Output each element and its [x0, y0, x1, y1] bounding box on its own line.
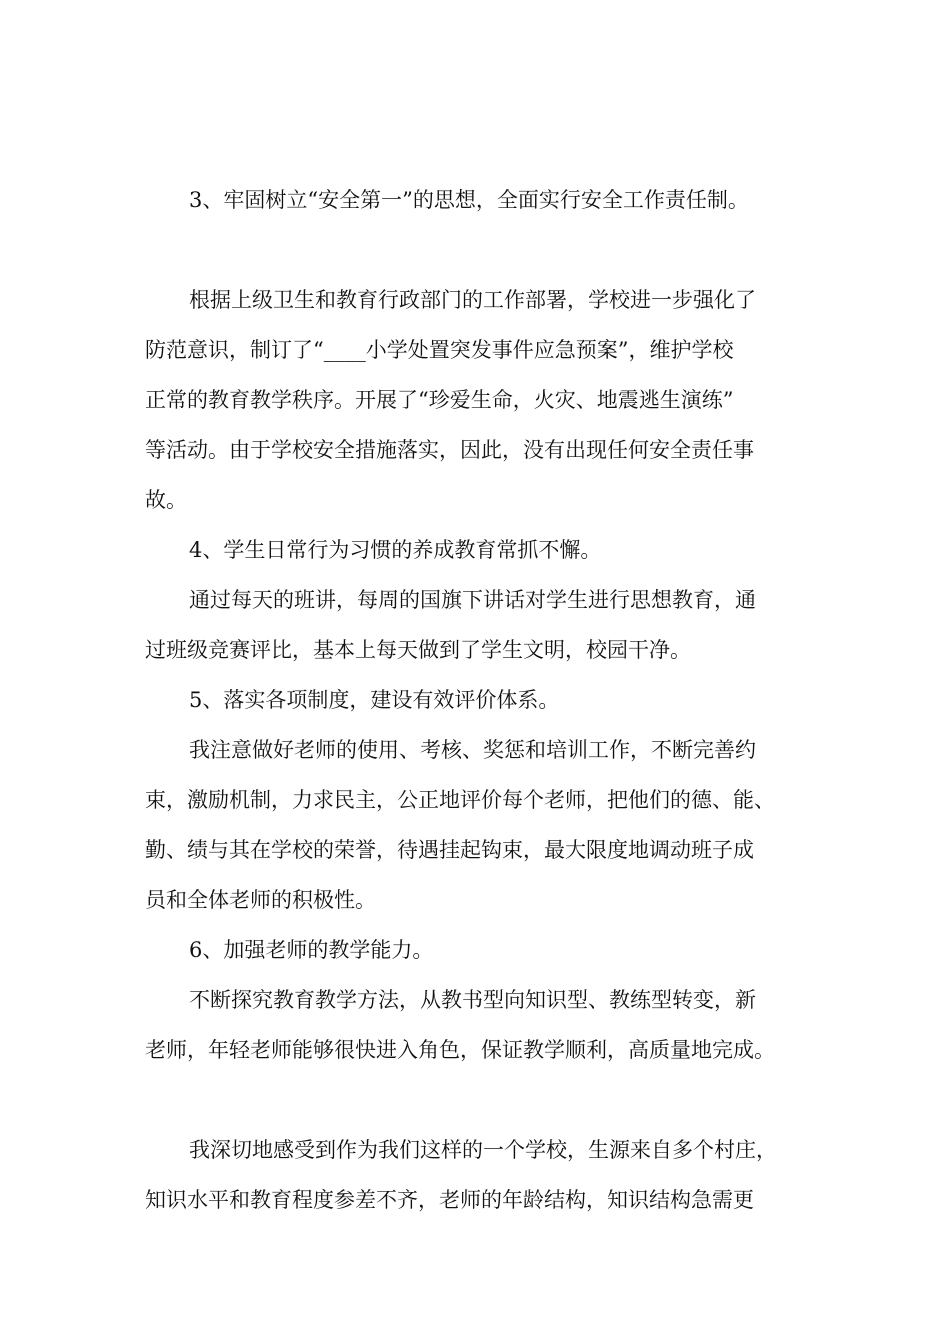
paragraph-line: 防范意识，制订了“____小学处置突发事件应急预案”，维护学校: [145, 338, 734, 362]
paragraph-line: 等活动。由于学校安全措施落实，因此，没有出现任何安全责任事: [145, 438, 754, 462]
paragraph-line: 我注意做好老师的使用、考核、奖惩和培训工作，不断完善约: [189, 738, 756, 762]
paragraph-line: 我深切地感受到作为我们这样的一个学校，生源来自多个村庄，: [189, 1138, 777, 1162]
heading-behavior-habits: 4、学生日常行为习惯的养成教育常抓不懈。: [189, 538, 602, 562]
paragraph-line: 知识水平和教育程度参差不齐，老师的年龄结构，知识结构急需更: [145, 1188, 754, 1212]
paragraph-line: 老师，年轻老师能够很快进入角色，保证教学顺利，高质量地完成。: [145, 1038, 775, 1062]
paragraph-line: 束，激励机制，力求民主，公正地评价每个老师，把他们的德、能、: [145, 788, 775, 812]
paragraph-line: 过班级竞赛评比，基本上每天做到了学生文明，校园干净。: [145, 638, 691, 662]
paragraph-line: 根据上级卫生和教育行政部门的工作部署，学校进一步强化了: [189, 288, 756, 312]
paragraph-line: 通过每天的班讲，每周的国旗下讲话对学生进行思想教育，通: [189, 588, 756, 612]
paragraph-line: 正常的教育教学秩序。开展了“珍爱生命，火灾、地震逃生演练”: [145, 388, 734, 412]
paragraph-line: 故。: [145, 488, 187, 512]
paragraph-line: 勤、绩与其在学校的荣誉，待遇挂起钩束，最大限度地调动班子成: [145, 838, 754, 862]
heading-safety-first: 3、牢固树立“安全第一”的思想，全面实行安全工作责任制。: [189, 188, 749, 212]
heading-evaluation-system: 5、落实各项制度，建设有效评价体系。: [189, 688, 560, 712]
paragraph-line: 员和全体老师的积极性。: [145, 888, 376, 912]
paragraph-line: 不断探究教育教学方法，从教书型向知识型、教练型转变，新: [189, 988, 756, 1012]
heading-teaching-ability: 6、加强老师的教学能力。: [189, 938, 434, 962]
